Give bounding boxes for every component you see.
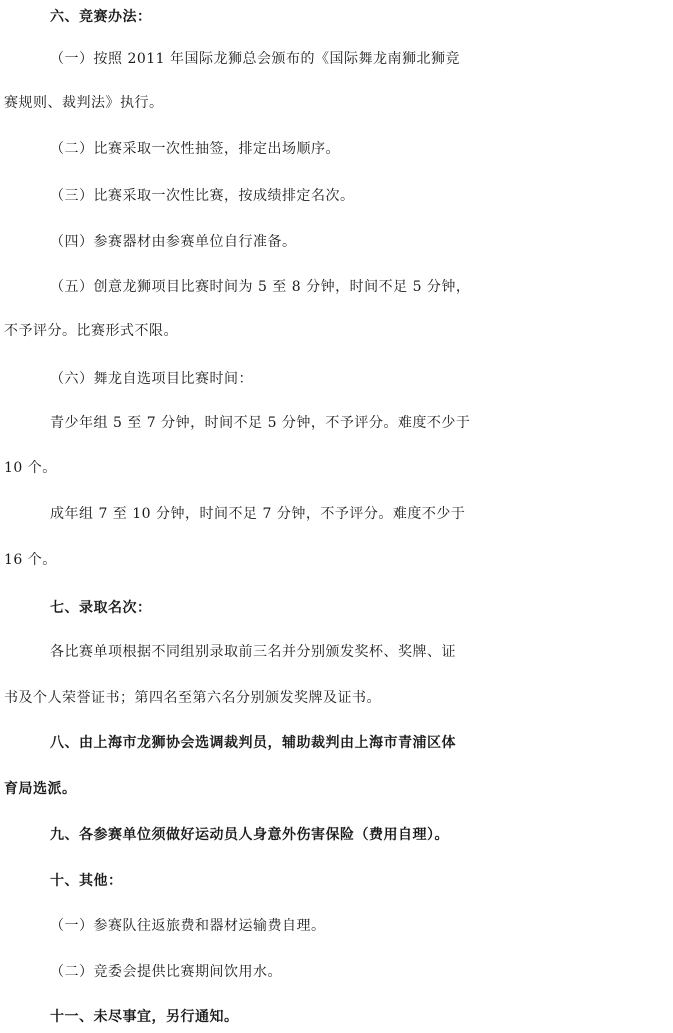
paragraph-line: 16 个。 — [4, 552, 57, 568]
section-heading-referees: 八、由上海市龙狮协会选调裁判员，辅助裁判由上海市青浦区体 — [50, 735, 456, 751]
paragraph-line: （六）舞龙自选项目比赛时间： — [50, 371, 253, 387]
section-heading-rankings: 七、录取名次： — [50, 600, 152, 616]
paragraph-line: 10 个。 — [4, 460, 57, 476]
section-heading-misc: 十一、未尽事宜，另行通知。 — [50, 1009, 239, 1025]
section-heading-competition-method: 六、竞赛办法： — [50, 9, 152, 25]
paragraph-line: （一）按照 2011 年国际龙狮总会颁布的《国际舞龙南狮北狮竞 — [50, 51, 461, 67]
paragraph-line: 成年组 7 至 10 分钟，时间不足 7 分钟，不予评分。难度不少于 — [50, 506, 466, 522]
paragraph-line: 书及个人荣誉证书；第四名至第六名分别颁发奖牌及证书。 — [4, 690, 381, 706]
section-heading-referees-cont: 育局选派。 — [4, 781, 77, 797]
paragraph-line: 各比赛单项根据不同组别录取前三名并分别颁发奖杯、奖牌、证 — [50, 644, 456, 660]
paragraph-line: 赛规则、裁判法》执行。 — [4, 95, 164, 111]
paragraph-line: （二）竞委会提供比赛期间饮用水。 — [50, 964, 282, 980]
paragraph-line: （五）创意龙狮项目比赛时间为 5 至 8 分钟，时间不足 5 分钟， — [50, 279, 471, 295]
paragraph-line: （二）比赛采取一次性抽签，排定出场顺序。 — [50, 141, 340, 157]
paragraph-line: 青少年组 5 至 7 分钟，时间不足 5 分钟，不予评分。难度不少于 — [50, 415, 471, 431]
section-heading-other: 十、其他： — [50, 873, 123, 889]
section-heading-insurance: 九、各参赛单位须做好运动员人身意外伤害保险（费用自理）。 — [50, 827, 449, 843]
paragraph-line: （一）参赛队往返旅费和器材运输费自理。 — [50, 918, 326, 934]
paragraph-line: （三）比赛采取一次性比赛，按成绩排定名次。 — [50, 188, 355, 204]
paragraph-line: （四）参赛器材由参赛单位自行准备。 — [50, 234, 297, 250]
paragraph-line: 不予评分。比赛形式不限。 — [4, 323, 178, 339]
